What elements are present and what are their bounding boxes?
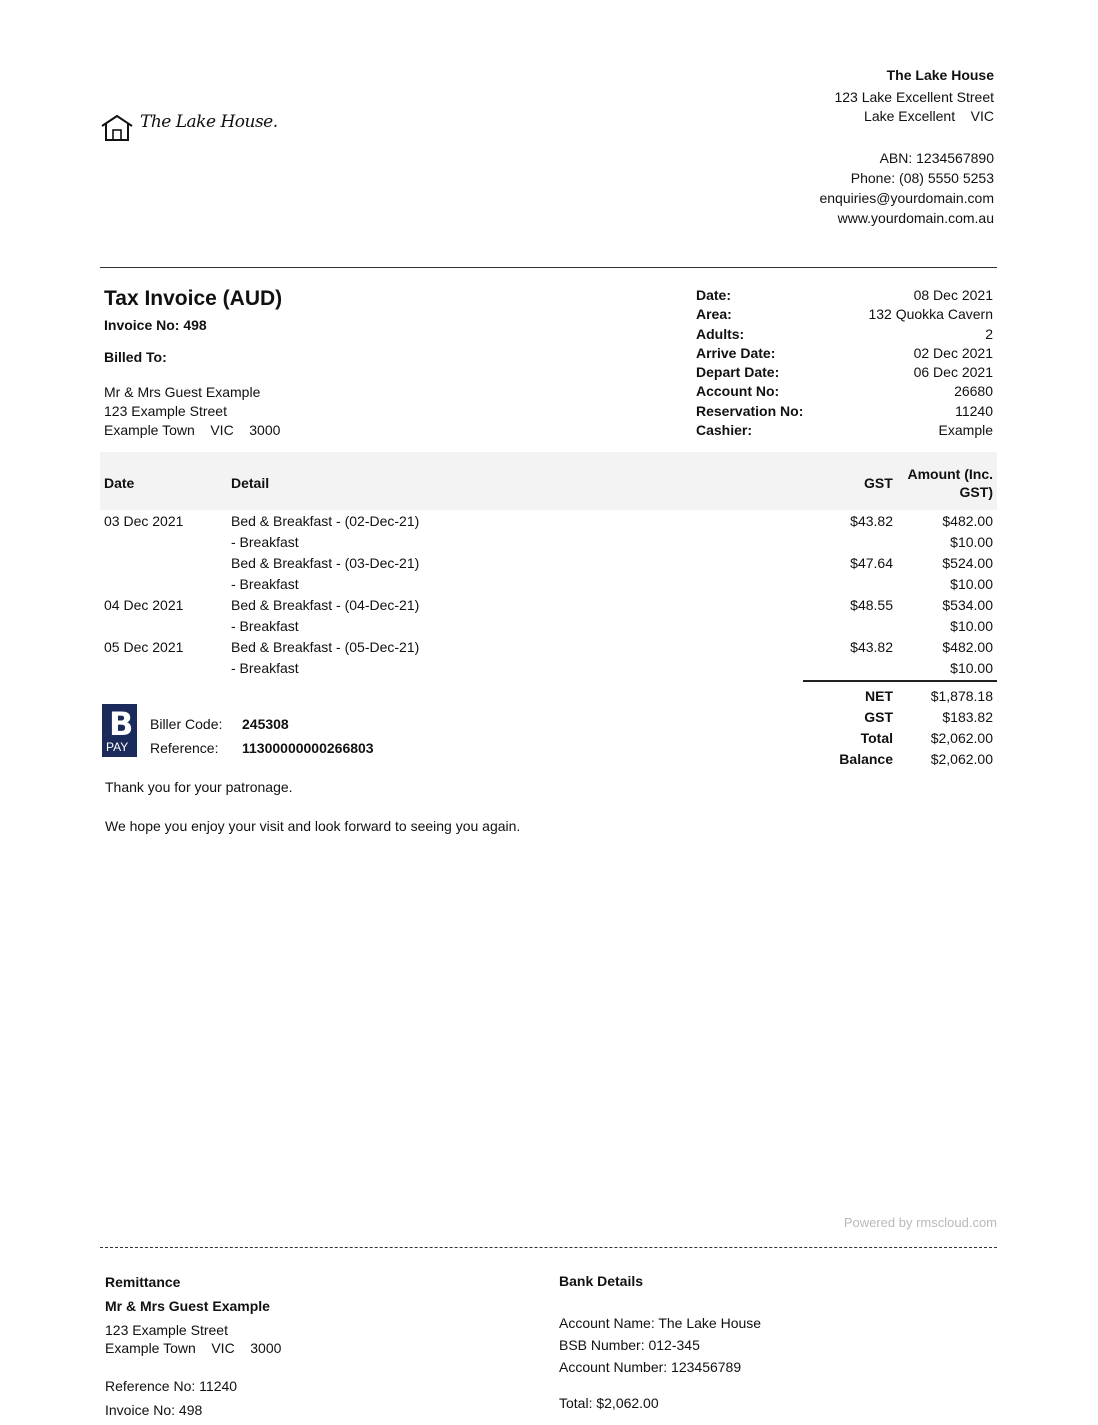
- bank-total: Total: $2,062.00: [559, 1395, 659, 1411]
- bpay-logo-letter: B: [109, 705, 134, 743]
- company-name: The Lake House: [886, 67, 994, 83]
- billed-to-name: Mr & Mrs Guest Example: [104, 384, 261, 400]
- table-row: [100, 533, 997, 554]
- total-label: GST: [864, 709, 893, 725]
- meta-label: Account No:: [696, 383, 780, 400]
- column-header-date: Date: [104, 475, 135, 491]
- column-header-gst: GST: [864, 475, 893, 491]
- row-amount: $10.00: [950, 576, 993, 592]
- table-row: [100, 638, 997, 659]
- table-row: [100, 617, 997, 638]
- row-amount: $10.00: [950, 660, 993, 676]
- total-label: Balance: [839, 751, 893, 767]
- meta-label: Date:: [696, 287, 732, 303]
- row-detail: Bed & Breakfast - (05-Dec-21): [231, 639, 420, 655]
- remittance-divider: [100, 1247, 997, 1248]
- total-label: Total: [860, 730, 893, 746]
- totals: [803, 686, 993, 770]
- meta-row-arrive: [696, 344, 993, 363]
- meta-label: Reservation No:: [696, 402, 804, 419]
- company-info: [819, 66, 994, 228]
- biller-code-row: [150, 712, 374, 736]
- meta-row-date: [696, 286, 993, 305]
- bank-bsb: BSB Number: 012-345: [559, 1337, 700, 1353]
- billed-to-street: 123 Example Street: [104, 403, 227, 419]
- total-value: $183.82: [942, 709, 993, 725]
- billed-to-town: Example Town VIC 3000: [104, 422, 281, 438]
- remittance-invoice: Invoice No: 498: [105, 1402, 203, 1418]
- logo-wordmark: The Lake House.: [140, 112, 278, 132]
- meta-row-reservation: [696, 402, 993, 421]
- company-abn: ABN: 1234567890: [879, 150, 994, 166]
- meta-row-adults: [696, 325, 993, 344]
- header-divider: [100, 267, 997, 268]
- bpay-logo-pay: PAY: [106, 740, 129, 754]
- total-row-balance: [803, 749, 993, 770]
- bpay-details: [150, 712, 374, 760]
- table-row: [100, 512, 997, 533]
- meta-value: 06 Dec 2021: [913, 364, 993, 381]
- table-row: [100, 554, 997, 575]
- total-row-net: [803, 686, 993, 707]
- row-detail: Bed & Breakfast - (04-Dec-21): [231, 597, 420, 613]
- remittance-section: [105, 1270, 281, 1422]
- row-gst: $43.82: [850, 513, 893, 529]
- column-header-detail: Detail: [231, 475, 270, 491]
- row-amount: $482.00: [942, 513, 993, 529]
- invoice-title: Tax Invoice (AUD): [104, 287, 283, 310]
- row-date: 05 Dec 2021: [104, 639, 184, 655]
- invoice-number: Invoice No: 498: [104, 317, 207, 333]
- house-logo-icon: [100, 113, 134, 143]
- company-address-line1: 123 Lake Excellent Street: [834, 89, 994, 105]
- line-items: [100, 512, 997, 680]
- remittance-street: 123 Example Street: [105, 1322, 228, 1338]
- company-phone: Phone: (08) 5550 5253: [850, 170, 994, 186]
- remittance-name: Mr & Mrs Guest Example: [105, 1298, 270, 1314]
- row-detail: - Breakfast: [231, 534, 299, 550]
- meta-value: 2: [985, 325, 993, 342]
- bank-details-title: Bank Details: [559, 1273, 644, 1289]
- powered-by-link[interactable]: Powered by rmscloud.com: [843, 1215, 997, 1230]
- total-value: $2,062.00: [930, 751, 993, 767]
- meta-label: Cashier:: [696, 422, 753, 439]
- row-detail: - Breakfast: [231, 576, 299, 592]
- row-amount: $482.00: [942, 639, 993, 655]
- row-date: 03 Dec 2021: [104, 513, 184, 529]
- column-header-amount: [895, 465, 993, 501]
- meta-row-area: [696, 305, 993, 324]
- remittance-town: Example Town VIC 3000: [105, 1340, 282, 1356]
- totals-divider: [803, 680, 997, 682]
- total-value: $1,878.18: [930, 688, 993, 704]
- bank-details-section: [559, 1270, 761, 1414]
- row-detail: - Breakfast: [231, 660, 299, 676]
- table-row: [100, 575, 997, 596]
- meta-label: Adults:: [696, 325, 745, 342]
- total-label: NET: [865, 688, 893, 704]
- row-detail: - Breakfast: [231, 618, 299, 634]
- row-amount: $10.00: [950, 534, 993, 550]
- reference-row: [150, 736, 374, 760]
- row-amount: $534.00: [942, 597, 993, 613]
- row-detail: Bed & Breakfast - (02-Dec-21): [231, 513, 420, 529]
- row-date: 04 Dec 2021: [104, 597, 184, 613]
- meta-value: Example: [938, 422, 993, 439]
- bpay-logo-icon: [102, 704, 137, 757]
- meta-row-depart: [696, 363, 993, 382]
- row-amount: $524.00: [942, 555, 993, 571]
- column-header-amount-line1: Amount (Inc.: [907, 466, 993, 482]
- table-header: [100, 452, 997, 510]
- column-header-amount-line2: GST): [959, 484, 993, 500]
- reference-value: 11300000000266803: [242, 740, 374, 756]
- meta-label: Depart Date:: [696, 364, 780, 381]
- meta-value: 11240: [955, 402, 993, 419]
- remittance-title: Remittance: [105, 1274, 181, 1290]
- company-email: enquiries@yourdomain.com: [819, 190, 994, 206]
- row-detail: Bed & Breakfast - (03-Dec-21): [231, 555, 420, 571]
- remittance-reference: Reference No: 11240: [105, 1378, 238, 1394]
- table-row: [100, 596, 997, 617]
- row-amount: $10.00: [950, 618, 993, 634]
- meta-value: 132 Quokka Cavern: [868, 306, 993, 323]
- total-row-total: [803, 728, 993, 749]
- meta-value: 08 Dec 2021: [913, 287, 993, 303]
- biller-code-value: 245308: [242, 716, 289, 732]
- meta-row-account: [696, 382, 993, 401]
- total-row-gst: [803, 707, 993, 728]
- invoice-meta: [696, 286, 993, 440]
- meta-label: Area:: [696, 306, 732, 323]
- meta-value: 02 Dec 2021: [913, 344, 993, 361]
- row-gst: $48.55: [850, 597, 893, 613]
- thank-you-message: Thank you for your patronage.: [105, 779, 293, 795]
- total-value: $2,062.00: [930, 730, 993, 746]
- meta-row-cashier: [696, 421, 993, 440]
- company-website: www.yourdomain.com.au: [837, 210, 994, 226]
- table-row: [100, 659, 997, 680]
- row-gst: $47.64: [850, 555, 893, 571]
- biller-code-label: Biller Code:: [150, 716, 223, 732]
- meta-label: Arrive Date:: [696, 344, 776, 361]
- bank-account-number: Account Number: 123456789: [559, 1359, 742, 1375]
- bank-account-name: Account Name: The Lake House: [559, 1315, 762, 1331]
- billed-to-label: Billed To:: [104, 349, 167, 365]
- meta-value: 26680: [954, 383, 993, 400]
- reference-label: Reference:: [150, 740, 219, 756]
- billed-to-address: [104, 383, 280, 440]
- company-address-line2: Lake Excellent VIC: [864, 108, 994, 124]
- row-gst: $43.82: [850, 639, 893, 655]
- closing-message: We hope you enjoy your visit and look forward to seeing you again.: [105, 818, 521, 834]
